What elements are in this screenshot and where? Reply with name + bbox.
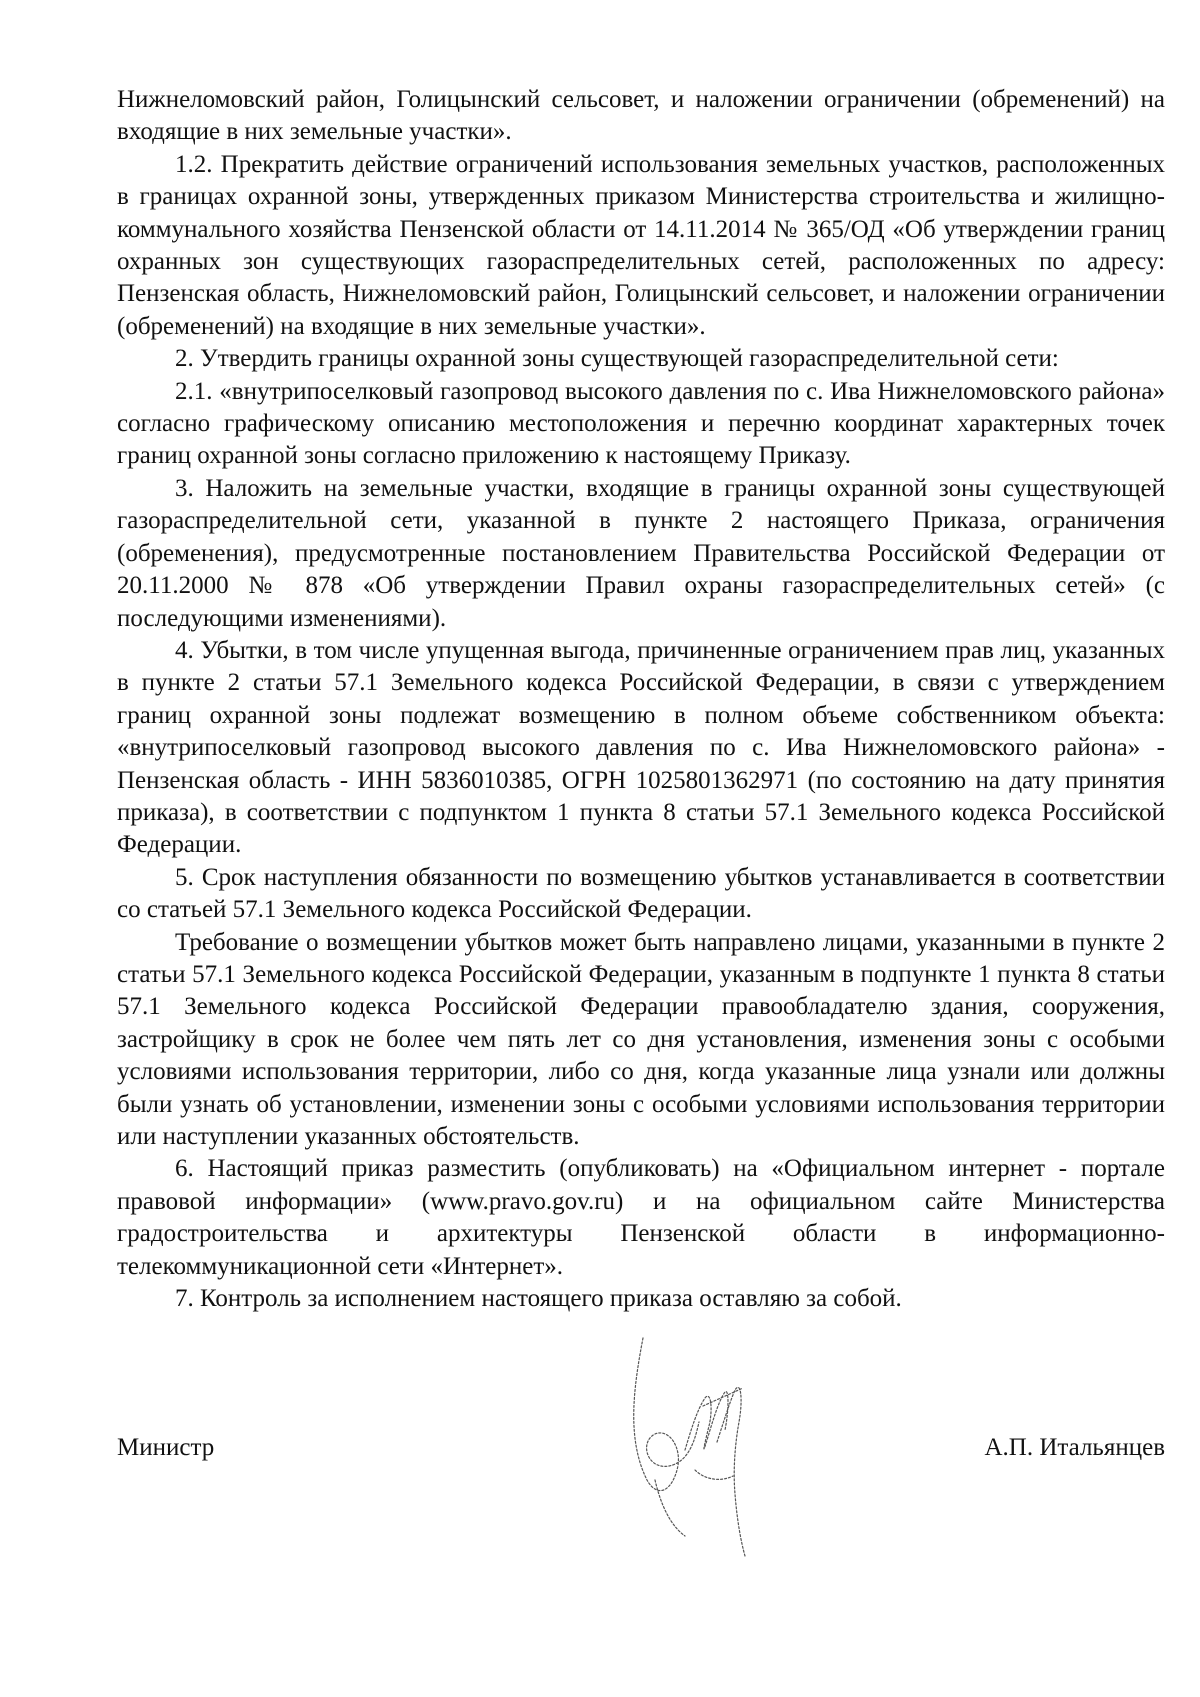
document-body — [117, 84, 1165, 1315]
paragraph-item-3: 3. Наложить на земельные участки, входящие в границы охранной зоны существующей газораспределительной сети, указанной в пункте 2 настоящего Приказа, ограничения (обременения), предусмотренные постановлением Правительства Российской Федерации от 20.11.2000 № 878 «Об утверждении Правил охраны газораспределительных сетей» (с последующими изменениями). — [117, 474, 1165, 632]
paragraph-item-2-1: 2.1. «внутрипоселковый газопровод высокого давления по с. Ива Нижнеломовского района» согласно графическому описанию местоположения и перечню координат характерных точек границ охранной зоны согласно приложению к настоящему Приказу. — [117, 377, 1165, 470]
paragraph-item-4: 4. Убытки, в том числе упущенная выгода, причиненные ограничением прав лиц, указанных в пункте 2 статьи 57.1 Земельного кодекса Российской Федерации, в связи с утверждением границ охранной зоны подлежат возмещению в полном объеме собственником объекта: «внутрипоселковый газопровод высокого давления по с. Ива Нижнеломовского района» - Пензенская область - ИНН 5836010385, ОГРН 1025801362971 (по состоянию на дату принятия приказа), в соответствии с подпунктом 1 пункта 8 статьи 57.1 Земельного кодекса Российской Федерации. — [117, 636, 1165, 859]
signatory-title: Министр — [117, 1434, 215, 1461]
signature-row — [117, 1434, 1165, 1474]
paragraph-continuation: Нижнеломовский район, Голицынский сельсовет, и наложении ограничении (обременений) на входящие в них земельные участки». — [117, 86, 1165, 146]
paragraph-item-1-2: 1.2. Прекратить действие ограничений использования земельных участков, расположенных в границах охранной зоны, утвержденных приказом Министерства строительства и жилищно-коммунального хозяйства Пензенской области от 14.11.2014 № 365/ОД «Об утверждении границ охранных зон существующих газораспределительных сетей, расположенных по адресу: Пензенская область, Нижнеломовский район, Голицынский сельсовет, и наложении ограничении (обременений) на входящие в них земельные участки». — [117, 150, 1165, 340]
signatory-name: А.П. Итальянцев — [984, 1434, 1165, 1461]
paragraph-item-5: 5. Срок наступления обязанности по возмещению убытков устанавливается в соответствии со статьей 57.1 Земельного кодекса Российской Федерации. — [117, 863, 1165, 924]
paragraph-item-2: 2. Утвердить границы охранной зоны существующей газораспределительной сети: — [175, 345, 1059, 373]
paragraph-claim-requirement: Требование о возмещении убытков может быть направлено лицами, указанными в пункте 2 статьи 57.1 Земельного кодекса Российской Федерации, указанным в подпункте 1 пункта 8 статьи 57.1 Земельного кодекса Российской Федерации правообладателю здания, сооружения, застройщику в срок не более чем пять лет со дня установления, изменения зоны с особыми условиями использования территории, либо со дня, когда указанные лица узнали или должны были узнать об установлении, изменении зоны с особыми условиями использования территории или наступлении указанных обстоятельств. — [117, 928, 1165, 1150]
paragraph-item-7: 7. Контроль за исполнением настоящего приказа оставляю за собой. — [175, 1285, 902, 1313]
paragraph-item-6: 6. Настоящий приказ разместить (опубликовать) на «Официальном интернет - портале правовой информации» (www.pravo.gov.ru) и на официальном сайте Министерства градостроительства и архитектуры Пензенской области в информационно-телекоммуникационной сети «Интернет». — [117, 1155, 1165, 1280]
